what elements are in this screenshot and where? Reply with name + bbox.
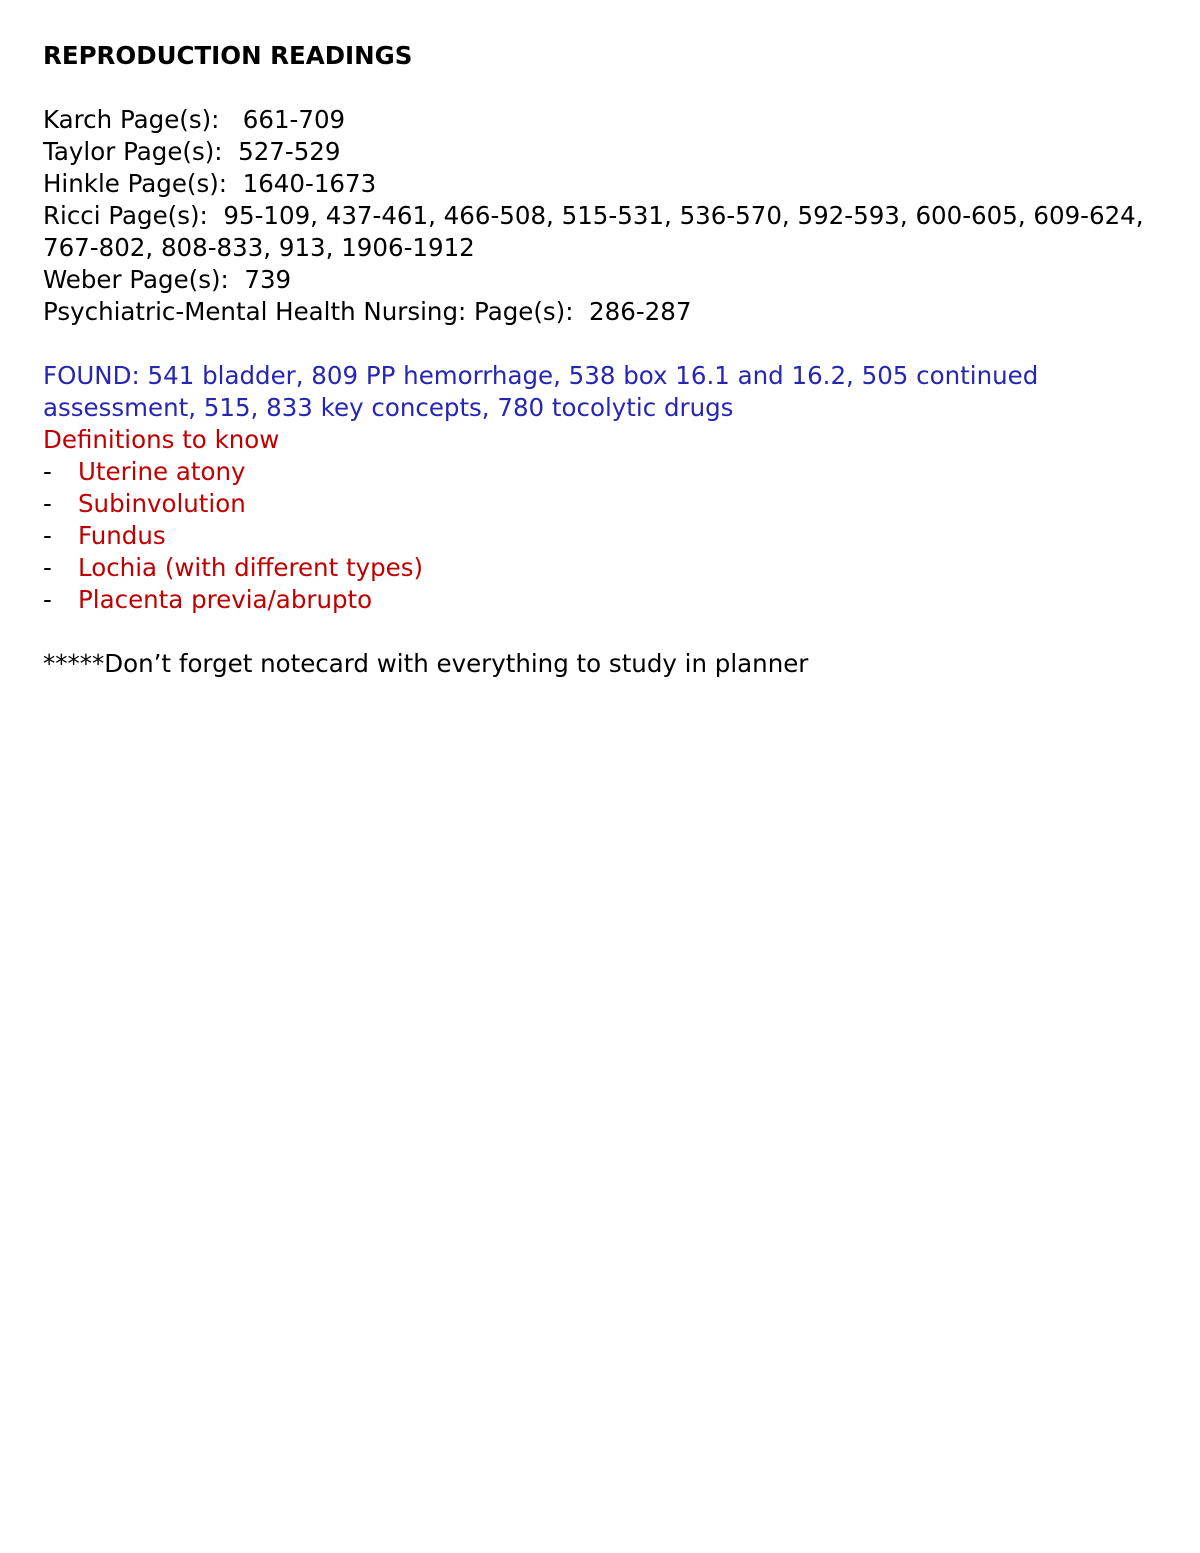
document-page bbox=[43, 40, 1173, 680]
reading-psychiatric: Psychiatric-Mental Health Nursing: Page(s): 286-287 bbox=[43, 297, 692, 326]
definition-term: Fundus bbox=[78, 521, 166, 550]
reading-karch: Karch Page(s): 661-709 bbox=[43, 105, 346, 134]
definitions-list bbox=[43, 456, 1173, 616]
bullet-dash: - bbox=[43, 489, 52, 518]
list-item bbox=[43, 552, 1173, 584]
list-item bbox=[43, 520, 1173, 552]
list-item bbox=[43, 456, 1173, 488]
definition-term: Subinvolution bbox=[78, 489, 246, 518]
reading-taylor: Taylor Page(s): 527-529 bbox=[43, 137, 341, 166]
reading-weber: Weber Page(s): 739 bbox=[43, 265, 292, 294]
definition-term: Uterine atony bbox=[78, 457, 246, 486]
spacer bbox=[43, 616, 1173, 648]
reading-ricci: Ricci Page(s): 95-109, 437-461, 466-508, 515-531, 536-570, 592-593, 600-605, 609-624, 767-802, 808-833, 913, 1906-1912 bbox=[43, 201, 1152, 262]
bullet-dash: - bbox=[43, 521, 52, 550]
list-item bbox=[43, 584, 1173, 616]
reading-hinkle: Hinkle Page(s): 1640-1673 bbox=[43, 169, 377, 198]
bullet-dash: - bbox=[43, 457, 52, 486]
readings-list bbox=[43, 104, 1173, 328]
spacer bbox=[43, 328, 1173, 360]
bullet-dash: - bbox=[43, 585, 52, 614]
definitions-heading: Definitions to know bbox=[43, 425, 280, 454]
found-note: FOUND: 541 bladder, 809 PP hemorrhage, 538 box 16.1 and 16.2, 505 continued assessment, 515, 833 key concepts, 780 tocolytic drugs bbox=[43, 361, 1039, 422]
definition-term: Placenta previa/abrupto bbox=[78, 585, 373, 614]
bullet-dash: - bbox=[43, 553, 52, 582]
reminder-note: *****Don’t forget notecard with everything to study in planner bbox=[43, 649, 809, 678]
definition-term: Lochia (with different types) bbox=[78, 553, 424, 582]
page-title: REPRODUCTION READINGS bbox=[43, 41, 413, 70]
list-item bbox=[43, 488, 1173, 520]
